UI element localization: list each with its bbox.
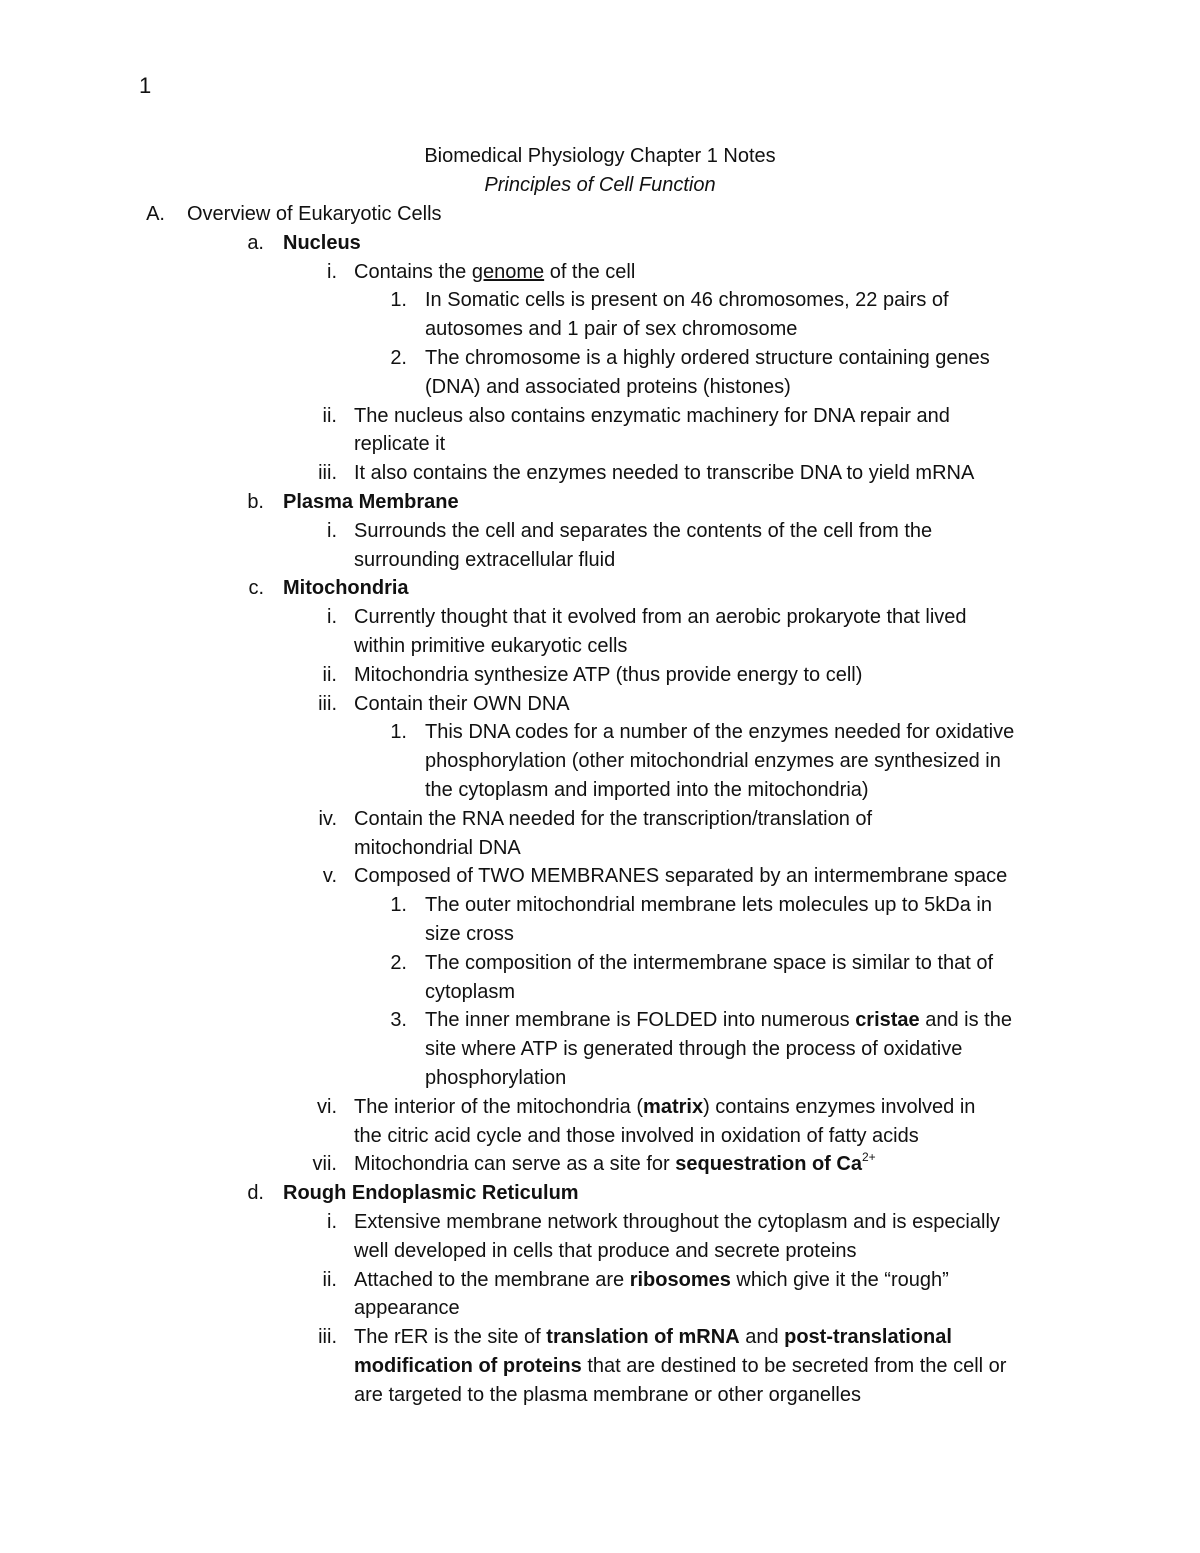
- text-run: The composition of the intermembrane space is similar to that of: [425, 951, 994, 974]
- line-text: [283, 229, 361, 257]
- text-run: It also contains the enzymes needed to transcribe DNA to yield mRNA: [354, 462, 975, 485]
- line-text: [425, 373, 791, 401]
- text-run: of the cell: [544, 260, 636, 283]
- text-run: replicate it: [354, 433, 446, 456]
- bold-text: post-translational: [784, 1326, 952, 1349]
- line-text: [425, 978, 515, 1006]
- list-marker: ii.: [322, 1268, 337, 1291]
- bold-text: Nucleus: [283, 231, 361, 254]
- list-marker: i.: [327, 260, 337, 283]
- line-text: [425, 891, 992, 919]
- line-text: [354, 1294, 460, 1322]
- text-run: the cytoplasm and imported into the mitochondria): [425, 779, 869, 801]
- text-run: which give it the “rough”: [730, 1268, 949, 1291]
- line-text: [425, 286, 949, 314]
- line-text: [354, 805, 872, 833]
- text-run: mitochondrial DNA: [354, 836, 521, 859]
- list-marker: iii.: [318, 462, 337, 485]
- list-marker: ii.: [322, 663, 337, 686]
- bold-text: Rough Endoplasmic Reticulum: [283, 1182, 579, 1205]
- list-marker: 2.: [390, 951, 407, 974]
- line-text: [354, 1093, 975, 1121]
- text-run: Overview of Eukaryotic Cells: [187, 203, 442, 225]
- text-run: Mitochondria can serve as a site for: [354, 1153, 676, 1176]
- line-text: [425, 718, 1014, 746]
- text-run: appearance: [354, 1297, 460, 1320]
- line-text: [425, 1035, 962, 1063]
- text-run: The nucleus also contains enzymatic machinery for DNA repair and: [354, 404, 950, 427]
- list-marker: i.: [327, 1211, 337, 1233]
- text-run: Contains the: [354, 260, 472, 283]
- text-run: The rER is the site of: [354, 1326, 547, 1349]
- line-text: [283, 574, 409, 602]
- list-marker: iv.: [318, 807, 337, 830]
- text-run: site where ATP is generated through the process of oxidative: [425, 1038, 963, 1061]
- text-run: phosphorylation: [425, 1067, 567, 1089]
- page-number: 1: [139, 73, 152, 98]
- list-marker: iii.: [318, 1326, 337, 1349]
- text-run: ) contains enzymes involved in: [703, 1095, 976, 1118]
- bold-text: ribosomes: [629, 1268, 731, 1291]
- line-text: [425, 747, 1001, 775]
- line-text: [354, 1381, 861, 1409]
- line-text: [354, 258, 635, 286]
- bold-text: matrix: [643, 1095, 704, 1118]
- line-text: [354, 517, 932, 545]
- line-text: [354, 1237, 857, 1265]
- line-text: [425, 315, 797, 343]
- text-run: Surrounds the cell and separates the contents of the cell from the: [354, 519, 933, 542]
- line-text: [425, 920, 514, 948]
- line-text: [283, 1179, 579, 1207]
- text-run: autosomes and 1 pair of sex chromosome: [425, 318, 798, 341]
- line-text: [425, 776, 869, 804]
- text-run: Contain their OWN DNA: [354, 692, 570, 715]
- underlined-text: genome: [471, 260, 545, 283]
- line-text: [354, 862, 1007, 890]
- list-marker: i.: [327, 606, 337, 629]
- text-run: size cross: [425, 923, 514, 945]
- text-run: that are destined to be secreted from the cell or: [581, 1355, 1007, 1377]
- list-marker: a.: [247, 231, 264, 254]
- bold-text: Plasma Membrane: [283, 491, 459, 513]
- bold-text: translation of mRNA: [546, 1326, 740, 1349]
- line-text: [354, 402, 950, 430]
- text-run: Composed of TWO MEMBRANES separated by an intermembrane space: [354, 865, 1008, 888]
- line-text: [354, 430, 445, 458]
- line-text: [187, 200, 442, 228]
- line-text: [354, 1150, 876, 1178]
- line-text: [354, 546, 615, 574]
- text-run: Extensive membrane network throughout the cytoplasm and is especially: [354, 1211, 1000, 1233]
- list-marker: iii.: [318, 692, 337, 715]
- line-text: [354, 1352, 1006, 1380]
- line-text: [354, 1266, 949, 1294]
- text-run: cytoplasm: [425, 980, 516, 1003]
- line-text: [425, 1064, 566, 1092]
- text-run: and: [739, 1326, 785, 1349]
- list-marker: d.: [247, 1182, 264, 1205]
- line-text: [354, 1208, 1000, 1236]
- text-run: The outer mitochondrial membrane lets molecules up to 5kDa in: [425, 894, 992, 917]
- bold-text: Mitochondria: [283, 577, 409, 600]
- bold-text: modification of proteins: [354, 1355, 582, 1377]
- list-marker: 3.: [390, 1009, 407, 1032]
- text-run: The interior of the mitochondria (: [354, 1095, 644, 1118]
- line-text: [425, 1006, 1012, 1034]
- text-run: are targeted to the plasma membrane or other organelles: [354, 1383, 861, 1406]
- text-run: In Somatic cells is present on 46 chromosomes, 22 pairs of: [425, 289, 949, 312]
- text-run: 2+: [861, 1149, 876, 1164]
- text-run: Currently thought that it evolved from an aerobic prokaryote that lived: [354, 606, 967, 629]
- list-marker: 1.: [390, 721, 407, 744]
- list-marker: vii.: [312, 1153, 337, 1176]
- line-text: [354, 661, 862, 689]
- bold-text: cristae: [855, 1009, 920, 1032]
- bold-text: sequestration of Ca: [675, 1153, 862, 1176]
- text-run: Mitochondria synthesize ATP (thus provide energy to cell): [354, 663, 863, 686]
- text-run: The chromosome is a highly ordered structure containing genes: [425, 347, 990, 369]
- document-title: Biomedical Physiology Chapter 1 Notes: [424, 145, 776, 167]
- line-text: [354, 603, 967, 631]
- line-text: [425, 344, 990, 372]
- list-marker: c.: [248, 577, 264, 600]
- list-marker: 1.: [390, 894, 407, 917]
- text-run: This DNA codes for a number of the enzymes needed for oxidative: [425, 721, 1015, 744]
- line-text: [354, 1122, 919, 1150]
- text-run: well developed in cells that produce and secrete proteins: [354, 1239, 857, 1262]
- text-run: Contain the RNA needed for the transcription/translation of: [354, 807, 873, 830]
- list-marker: 1.: [390, 289, 407, 312]
- text-run: within primitive eukaryotic cells: [354, 635, 628, 657]
- line-text: [354, 834, 521, 862]
- text-run: and is the: [919, 1009, 1012, 1032]
- list-marker: ii.: [322, 404, 337, 427]
- list-marker: b.: [247, 491, 264, 513]
- text-run: the citric acid cycle and those involved in oxidation of fatty acids: [354, 1124, 919, 1147]
- text-run: (DNA) and associated proteins (histones): [425, 375, 791, 398]
- list-marker: 2.: [390, 347, 407, 369]
- document-subtitle: Principles of Cell Function: [484, 174, 716, 196]
- list-marker: i.: [327, 519, 337, 542]
- line-text: [283, 488, 459, 516]
- text-run: The inner membrane is FOLDED into numerous: [425, 1009, 856, 1032]
- text-run: phosphorylation (other mitochondrial enzymes are synthesized in: [425, 750, 1001, 773]
- list-marker: vi.: [317, 1095, 337, 1118]
- line-text: [425, 949, 993, 977]
- list-marker: v.: [322, 865, 337, 888]
- line-text: [354, 459, 974, 487]
- line-text: [354, 1323, 952, 1351]
- list-marker: A.: [146, 203, 165, 225]
- line-text: [354, 632, 627, 660]
- line-text: [354, 690, 570, 718]
- text-run: surrounding extracellular fluid: [354, 548, 616, 571]
- text-run: Attached to the membrane are: [354, 1268, 630, 1291]
